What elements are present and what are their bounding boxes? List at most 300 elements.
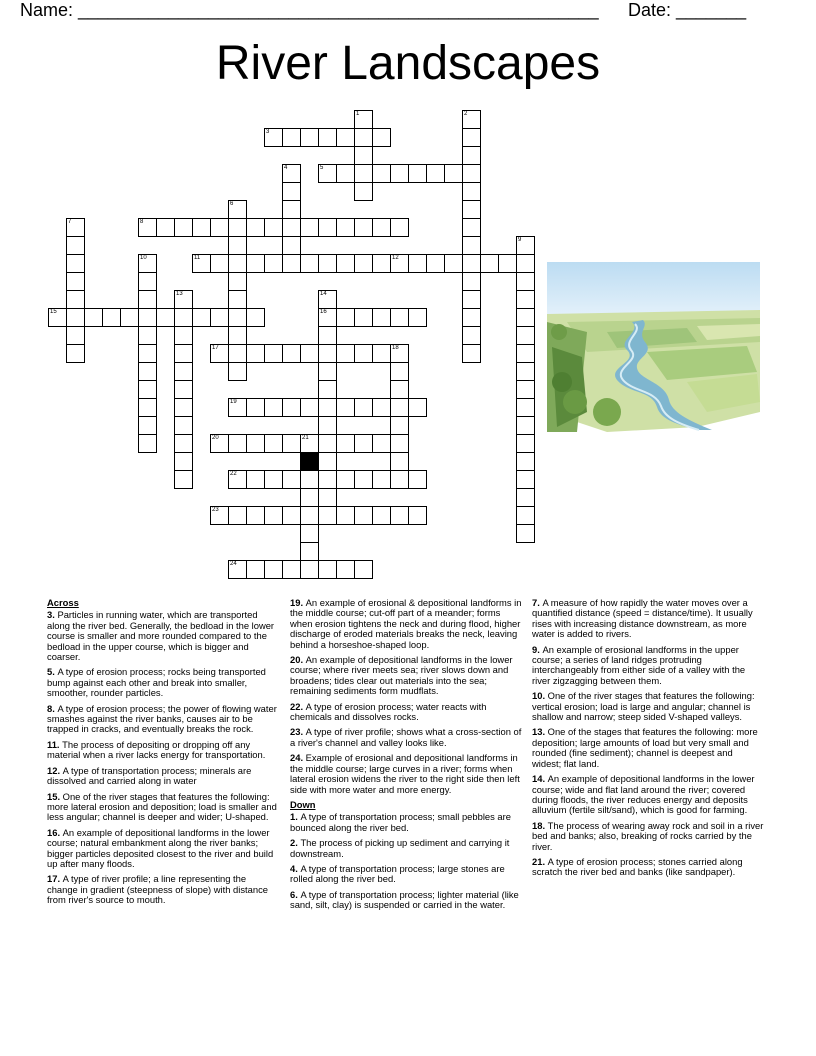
cell-number: 17: [212, 345, 219, 351]
clue-column-3: [532, 598, 764, 883]
grid-cell[interactable]: [300, 506, 319, 525]
grid-cell[interactable]: [246, 506, 265, 525]
grid-cell[interactable]: [174, 380, 193, 399]
grid-cell[interactable]: [318, 380, 337, 399]
grid-cell[interactable]: [354, 164, 373, 183]
grid-cell[interactable]: [138, 398, 157, 417]
cell-number: 5: [320, 165, 324, 171]
clue-text: A type of transportation process; large stones are rolled along the river bed.: [290, 862, 505, 885]
grid-cell[interactable]: [372, 344, 391, 363]
clue-text: A type of erosion process; water reacts with chemicals and dissolves rocks.: [290, 700, 487, 723]
grid-cell[interactable]: [228, 254, 247, 273]
grid-cell[interactable]: [408, 398, 427, 417]
grid-cell[interactable]: [192, 218, 211, 237]
clue-down-10: 10. One of the river stages that features the following: vertical erosion; load is large and angular; channel is shallow and narrow; steep sided V-shaped valleys.: [532, 690, 755, 723]
clue-number: 8: [47, 702, 53, 714]
grid-cell[interactable]: [174, 308, 193, 327]
grid-cell[interactable]: [516, 308, 535, 327]
grid-cell[interactable]: [282, 506, 301, 525]
clue-number: 22: [290, 700, 301, 712]
grid-cell[interactable]: [444, 164, 463, 183]
grid-cell[interactable]: [336, 398, 355, 417]
clue-text: A type of transportation process; lighter material (like sand, silt, clay) is suspended or carried in the water.: [290, 888, 519, 911]
grid-cell[interactable]: [318, 416, 337, 435]
clue-text: A type of erosion process; rocks being transported bump against each other and break into smaller, smoother, rounder particles.: [47, 666, 266, 699]
grid-cell[interactable]: [516, 434, 535, 453]
grid-cell[interactable]: [462, 326, 481, 345]
grid-cell[interactable]: [318, 326, 337, 345]
grid-cell[interactable]: [318, 488, 337, 507]
clue-text: Particles in running water, which are transported along the river bed. Generally, the bedload in the lower course is smaller and more rounded compared to the bedload in the upper course, which is bigger and coarser.: [47, 609, 275, 663]
grid-cell[interactable]: [516, 290, 535, 309]
clue-across-5: 5. A type of erosion process; rocks being transported bump against each other and break into smaller, smoother, rounder particles.: [47, 666, 266, 699]
grid-cell[interactable]: [66, 308, 85, 327]
grid-cell[interactable]: [300, 398, 319, 417]
clue-down-4: 4. A type of transportation process; large stones are rolled along the river bed.: [290, 862, 505, 885]
grid-cell[interactable]: [246, 434, 265, 453]
grid-cell[interactable]: [462, 254, 481, 273]
grid-cell[interactable]: [246, 560, 265, 579]
cell-number: 20: [212, 435, 219, 441]
grid-cell[interactable]: [264, 434, 283, 453]
grid-cell[interactable]: [336, 254, 355, 273]
grid-cell[interactable]: [516, 380, 535, 399]
grid-cell[interactable]: [210, 506, 229, 525]
grid-cell[interactable]: [174, 434, 193, 453]
clue-number: 10: [532, 690, 543, 702]
grid-cell[interactable]: [300, 128, 319, 147]
grid-cell[interactable]: [138, 326, 157, 345]
grid-cell[interactable]: [228, 272, 247, 291]
cell-number: 7: [68, 219, 72, 225]
cell-number: 2: [464, 111, 468, 117]
grid-cell[interactable]: [516, 326, 535, 345]
grid-cell[interactable]: [318, 218, 337, 237]
grid-cell[interactable]: [174, 470, 193, 489]
clue-number: 23: [290, 726, 301, 738]
grid-cell[interactable]: [300, 488, 319, 507]
grid-cell[interactable]: [174, 326, 193, 345]
grid-cell[interactable]: [102, 308, 121, 327]
grid-cell[interactable]: [210, 218, 229, 237]
clue-across-3: 3. Particles in running water, which are transported along the river bed. Generally, the bedload in the lower course is smaller and more rounded compared to the bedload in the upper course, which is bigger and coarser.: [47, 609, 275, 663]
grid-cell[interactable]: [498, 254, 517, 273]
grid-cell[interactable]: [246, 254, 265, 273]
clue-across-24: 24. Example of erosional and depositional landforms in the middle course; large curves in a river; forms when lateral erosion widens the river to the right side then left side with more water and more energy.: [290, 752, 520, 795]
grid-cell[interactable]: [264, 470, 283, 489]
grid-cell[interactable]: [210, 344, 229, 363]
grid-cell[interactable]: [66, 344, 85, 363]
grid-cell[interactable]: [282, 344, 301, 363]
cell-number: 15: [50, 309, 57, 315]
grid-cell[interactable]: [246, 398, 265, 417]
grid-cell[interactable]: [516, 344, 535, 363]
grid-cell[interactable]: [336, 128, 355, 147]
grid-cell[interactable]: [156, 308, 175, 327]
grid-cell[interactable]: [228, 236, 247, 255]
clue-down-1: 1. A type of transportation process; small pebbles are bounced along the river bed.: [290, 811, 511, 833]
grid-cell[interactable]: [246, 344, 265, 363]
grid-cell[interactable]: [246, 218, 265, 237]
grid-cell[interactable]: [516, 362, 535, 381]
clue-text: A type of transportation process; small pebbles are bounced along the river bed.: [290, 811, 511, 833]
clue-text: A type of river profile; shows what a cross-section of a river's channel and valley looks like.: [290, 726, 522, 748]
grid-cell[interactable]: [300, 218, 319, 237]
grid-cell[interactable]: [138, 434, 157, 453]
grid-cell[interactable]: [354, 146, 373, 165]
grid-cell[interactable]: [408, 254, 427, 273]
clue-down-6: 6. A type of transportation process; lighter material (like sand, silt, clay) is suspended or carried in the water.: [290, 888, 519, 911]
grid-cell[interactable]: [174, 344, 193, 363]
grid-cell[interactable]: [228, 362, 247, 381]
grid-cell[interactable]: [318, 290, 337, 309]
cell-number: 21: [302, 435, 309, 441]
grid-cell[interactable]: [516, 506, 535, 525]
clue-text: An example of depositional landforms in the lower course; wide and flat land around the river; covered during floods, the river reduces energy and deposits alluvium (fertile silt/sand), which is good for farming.: [532, 773, 755, 816]
clue-down-18: 18. The process of wearing away rock and soil in a river bed and banks; also, breaking of rocks carried by the river.: [532, 819, 764, 852]
grid-cell[interactable]: [300, 560, 319, 579]
grid-cell[interactable]: [408, 164, 427, 183]
grid-cell[interactable]: [390, 434, 409, 453]
grid-cell[interactable]: [462, 110, 481, 129]
grid-cell[interactable]: [516, 416, 535, 435]
grid-cell[interactable]: [372, 218, 391, 237]
clue-column-2: [290, 598, 522, 916]
clue-across-12: 12. A type of transportation process; minerals are dissolved and carried along in water: [47, 764, 252, 787]
grid-cell[interactable]: [390, 254, 409, 273]
name-field[interactable]: Name: ____________________________________________________: [20, 0, 599, 20]
grid-cell[interactable]: [264, 128, 283, 147]
grid-cell[interactable]: [390, 416, 409, 435]
grid-cell[interactable]: [462, 164, 481, 183]
clue-text: An example of erosional & depositional landforms in the middle course; cut-off part of a meander; forms when erosion tightens the neck and during flood, higher discharge of eroded materials breaks the neck, leaving behind a horseshoe-shaped loop.: [290, 597, 522, 650]
grid-cell[interactable]: [300, 344, 319, 363]
grid-cell[interactable]: [318, 452, 337, 471]
clue-number: 3: [47, 609, 53, 621]
clue-number: 7: [532, 597, 538, 608]
river-valley-landscape-icon: [547, 262, 760, 432]
grid-cell[interactable]: [210, 308, 229, 327]
grid-cell[interactable]: [156, 218, 175, 237]
grid-cell[interactable]: [138, 344, 157, 363]
grid-cell[interactable]: [354, 218, 373, 237]
grid-cell[interactable]: [336, 218, 355, 237]
grid-cell[interactable]: [282, 236, 301, 255]
grid-cell[interactable]: [228, 470, 247, 489]
grid-cell[interactable]: [426, 164, 445, 183]
grid-cell[interactable]: [354, 398, 373, 417]
grid-cell[interactable]: [210, 434, 229, 453]
clue-number: 1: [290, 811, 296, 823]
clue-text: A type of river profile; a line representing the change in gradient (steepness of slope) with distance from river's source to mouth.: [47, 873, 268, 906]
grid-cell[interactable]: [282, 200, 301, 219]
grid-cell[interactable]: [264, 398, 283, 417]
grid-cell[interactable]: [138, 290, 157, 309]
grid-cell[interactable]: [318, 506, 337, 525]
grid-cell[interactable]: [318, 308, 337, 327]
grid-cell[interactable]: [462, 344, 481, 363]
grid-cell[interactable]: [174, 290, 193, 309]
grid-cell[interactable]: [138, 308, 157, 327]
clue-down-13: 13. One of the stages that features the following: more deposition; large amounts of load but very small and rounded (fine sediment); channel is deepest and widest; flat land.: [532, 726, 758, 769]
cell-number: 3: [266, 129, 270, 135]
clue-text: One of the stages that features the following: more deposition; large amounts of load but very small and rounded (fine sediment); channel is deepest and widest; flat land.: [532, 726, 758, 769]
grid-cell[interactable]: [336, 506, 355, 525]
grid-cell[interactable]: [138, 362, 157, 381]
grid-cell[interactable]: [372, 164, 391, 183]
grid-cell[interactable]: [228, 200, 247, 219]
clue-across-19: 19. An example of erosional & depositional landforms in the middle course; cut-off part of a meander; forms when erosion tightens the neck and during flood, higher discharge of eroded materials breaks the neck, leaving behind a horseshoe-shaped loop.: [290, 597, 522, 650]
grid-cell[interactable]: [300, 470, 319, 489]
clue-number: 4: [290, 862, 296, 874]
grid-cell[interactable]: [516, 272, 535, 291]
grid-cell[interactable]: [48, 308, 67, 327]
grid-cell[interactable]: [264, 254, 283, 273]
clue-number: 13: [532, 726, 543, 738]
cell-number: 6: [230, 201, 234, 207]
grid-cell[interactable]: [318, 470, 337, 489]
grid-cell[interactable]: [354, 128, 373, 147]
grid-cell[interactable]: [210, 254, 229, 273]
clue-text: A type of erosion process; stones carried along scratch the river bed and banks (like sandpaper).: [532, 855, 743, 878]
grid-cell[interactable]: [336, 164, 355, 183]
clue-text: One of the river stages that features the following: more lateral erosion and deposition; load is smaller and less angular; channel is deeper and wider; U-shaped.: [47, 790, 277, 823]
clue-across-17: 17. A type of river profile; a line representing the change in gradient (steepness of slope) with distance from river's source to mouth.: [47, 873, 268, 906]
clue-number: 5: [47, 666, 53, 678]
grid-cell[interactable]: [372, 308, 391, 327]
grid-cell[interactable]: [138, 416, 157, 435]
clue-number: 17: [47, 873, 58, 885]
clue-number: 15: [47, 790, 58, 802]
grid-cell[interactable]: [390, 344, 409, 363]
grid-cell[interactable]: [120, 308, 139, 327]
clue-down-2: 2. The process of picking up sediment and carrying it downstream.: [290, 837, 510, 859]
grid-cell[interactable]: [444, 254, 463, 273]
grid-cell[interactable]: [138, 272, 157, 291]
grid-cell[interactable]: [282, 128, 301, 147]
grid-cell[interactable]: [66, 254, 85, 273]
clue-column-1: [47, 598, 279, 911]
grid-cell[interactable]: [390, 506, 409, 525]
grid-cell[interactable]: [336, 344, 355, 363]
grid-cell[interactable]: [336, 308, 355, 327]
grid-cell[interactable]: [318, 560, 337, 579]
grid-cell[interactable]: [228, 344, 247, 363]
clue-down-9: 9. An example of erosional landforms in the upper course; a series of land ridges protruding interchangeably from either side of a valley with the river zigzagging between them.: [532, 643, 746, 686]
grid-cell[interactable]: [336, 470, 355, 489]
cell-number: 9: [518, 237, 522, 243]
clue-number: 24: [290, 752, 301, 764]
clue-down-14: 14. An example of depositional landforms in the lower course; wide and flat land around the river; covered during floods, the river reduces energy and deposits alluvium (fertile silt/sand), which is good for farming.: [532, 773, 755, 816]
grid-cell[interactable]: [390, 218, 409, 237]
grid-cell[interactable]: [462, 200, 481, 219]
grid-cell[interactable]: [426, 254, 445, 273]
clue-number: 6: [290, 888, 296, 900]
grid-cell[interactable]: [264, 506, 283, 525]
clue-number: 2: [290, 837, 296, 849]
grid-cell[interactable]: [174, 452, 193, 471]
grid-cell[interactable]: [390, 164, 409, 183]
grid-cell[interactable]: [354, 344, 373, 363]
grid-cell[interactable]: [66, 236, 85, 255]
grid-cell[interactable]: [516, 470, 535, 489]
grid-cell[interactable]: [318, 362, 337, 381]
grid-cell[interactable]: [264, 218, 283, 237]
grid-cell[interactable]: [318, 164, 337, 183]
clue-number: 21: [532, 855, 543, 867]
grid-cell[interactable]: [174, 416, 193, 435]
grid-cell[interactable]: [372, 128, 391, 147]
grid-cell[interactable]: [282, 470, 301, 489]
grid-cell[interactable]: [174, 218, 193, 237]
clue-number: 19: [290, 597, 301, 608]
across-heading: Across: [47, 597, 79, 608]
cell-number: 24: [230, 561, 237, 567]
grid-cell[interactable]: [264, 560, 283, 579]
clue-number: 18: [532, 819, 543, 831]
grid-cell[interactable]: [192, 308, 211, 327]
grid-cell[interactable]: [516, 452, 535, 471]
clue-number: 11: [47, 738, 57, 750]
grid-cell[interactable]: [354, 560, 373, 579]
grid-cell[interactable]: [300, 254, 319, 273]
grid-cell[interactable]: [354, 506, 373, 525]
grid-cell[interactable]: [372, 254, 391, 273]
grid-cell[interactable]: [228, 290, 247, 309]
grid-cell[interactable]: [282, 560, 301, 579]
grid-cell[interactable]: [462, 128, 481, 147]
grid-cell[interactable]: [246, 308, 265, 327]
cell-number: 11: [194, 255, 201, 261]
grid-cell[interactable]: [372, 506, 391, 525]
grid-cell[interactable]: [516, 398, 535, 417]
grid-cell[interactable]: [462, 290, 481, 309]
clue-down-21: 21. A type of erosion process; stones carried along scratch the river bed and banks (like sandpaper).: [532, 855, 743, 878]
grid-cell[interactable]: [282, 398, 301, 417]
grid-cell[interactable]: [318, 254, 337, 273]
grid-cell[interactable]: [138, 254, 157, 273]
grid-cell[interactable]: [66, 218, 85, 237]
grid-cell[interactable]: [372, 434, 391, 453]
grid-cell[interactable]: [372, 398, 391, 417]
grid-cell[interactable]: [372, 470, 391, 489]
grid-cell[interactable]: [282, 254, 301, 273]
grid-cell[interactable]: [246, 470, 265, 489]
grid-cell[interactable]: [138, 218, 157, 237]
cell-number: 12: [392, 255, 399, 261]
cell-number: 14: [320, 291, 327, 297]
grid-cell[interactable]: [462, 146, 481, 165]
cell-number: 4: [284, 165, 288, 171]
clue-across-22: 22. A type of erosion process; water reacts with chemicals and dissolves rocks.: [290, 700, 487, 723]
clue-text: The process of wearing away rock and soil in a river bed and banks; also, breaking of rocks carried by the river.: [532, 819, 764, 852]
grid-cell[interactable]: [264, 344, 283, 363]
grid-cell[interactable]: [462, 236, 481, 255]
grid-cell[interactable]: [318, 434, 337, 453]
grid-cell[interactable]: [408, 506, 427, 525]
grid-cell[interactable]: [228, 506, 247, 525]
grid-cell[interactable]: [390, 380, 409, 399]
grid-cell[interactable]: [516, 524, 535, 543]
grid-cell[interactable]: [318, 398, 337, 417]
cell-number: 1: [356, 111, 360, 117]
grid-cell[interactable]: [174, 362, 193, 381]
grid-cell[interactable]: [318, 128, 337, 147]
grid-cell[interactable]: [390, 452, 409, 471]
grid-cell[interactable]: [354, 308, 373, 327]
grid-cell[interactable]: [138, 380, 157, 399]
grid-cell[interactable]: [336, 560, 355, 579]
grid-cell[interactable]: [516, 236, 535, 255]
grid-cell[interactable]: [174, 398, 193, 417]
grid-cell[interactable]: [282, 164, 301, 183]
grid-cell[interactable]: [390, 308, 409, 327]
grid-cell[interactable]: [390, 470, 409, 489]
grid-cell[interactable]: [84, 308, 103, 327]
grid-cell[interactable]: [192, 254, 211, 273]
grid-cell[interactable]: [354, 110, 373, 129]
grid-cell[interactable]: [390, 398, 409, 417]
grid-cell[interactable]: [462, 218, 481, 237]
grid-cell[interactable]: [354, 434, 373, 453]
grid-cell[interactable]: [228, 308, 247, 327]
cell-number: 16: [320, 309, 327, 315]
clue-across-20: 20. An example of depositional landforms in the lower course; where river meets sea; river slows down and broadens; tides clear out materials into the sea; remaining sediments form mudflats.: [290, 654, 513, 697]
grid-cell[interactable]: [66, 272, 85, 291]
grid-cell[interactable]: [336, 434, 355, 453]
grid-cell[interactable]: [354, 182, 373, 201]
grid-cell[interactable]: [300, 434, 319, 453]
grid-cell[interactable]: [282, 218, 301, 237]
clue-number: 12: [47, 764, 58, 776]
clue-across-23: 23. A type of river profile; shows what a cross-section of a river's channel and valley looks like.: [290, 726, 522, 748]
clue-text: An example of erosional landforms in the upper course; a series of land ridges protruding interchangeably from either side of a valley with the river zigzagging between them.: [532, 643, 746, 686]
grid-block: [300, 452, 319, 471]
grid-cell[interactable]: [228, 326, 247, 345]
date-field[interactable]: Date: _______: [628, 0, 747, 20]
grid-cell[interactable]: [66, 326, 85, 345]
clue-across-16: 16. An example of depositional landforms in the lower course; natural embankment along the river banks; bigger particles deposited closest to the river and build up after many floods.: [47, 826, 274, 869]
grid-cell[interactable]: [354, 254, 373, 273]
grid-cell[interactable]: [300, 542, 319, 561]
grid-cell[interactable]: [318, 344, 337, 363]
grid-cell[interactable]: [354, 470, 373, 489]
grid-cell[interactable]: [228, 560, 247, 579]
clue-number: 14: [532, 773, 543, 785]
clue-text: One of the river stages that features the following: vertical erosion; load is large and angular; channel is shallow and narrow; steep sided V-shaped valleys.: [532, 690, 755, 723]
grid-cell[interactable]: [408, 470, 427, 489]
clue-text: An example of depositional landforms in the lower course; where river meets sea; river slows down and broadens; tides clear out materials into the sea; remaining sediments form mudflats.: [290, 654, 513, 697]
grid-cell[interactable]: [462, 272, 481, 291]
grid-cell[interactable]: [66, 290, 85, 309]
grid-cell[interactable]: [462, 182, 481, 201]
grid-cell[interactable]: [228, 434, 247, 453]
clue-across-15: 15. One of the river stages that features the following: more lateral erosion and deposition; load is smaller and less angular; channel is deeper and wider; U-shaped.: [47, 790, 277, 823]
grid-cell[interactable]: [390, 362, 409, 381]
grid-cell[interactable]: [516, 254, 535, 273]
grid-cell[interactable]: [408, 308, 427, 327]
grid-cell[interactable]: [282, 434, 301, 453]
clue-text: An example of depositional landforms in the lower course; natural embankment along the river banks; bigger particles deposited closest to the river and build up after many floods.: [47, 826, 274, 869]
grid-cell[interactable]: [300, 524, 319, 543]
grid-cell[interactable]: [282, 182, 301, 201]
grid-cell[interactable]: [462, 308, 481, 327]
grid-cell[interactable]: [480, 254, 499, 273]
grid-cell[interactable]: [228, 398, 247, 417]
cell-number: 23: [212, 507, 219, 513]
grid-cell[interactable]: [516, 488, 535, 507]
grid-cell[interactable]: [228, 218, 247, 237]
